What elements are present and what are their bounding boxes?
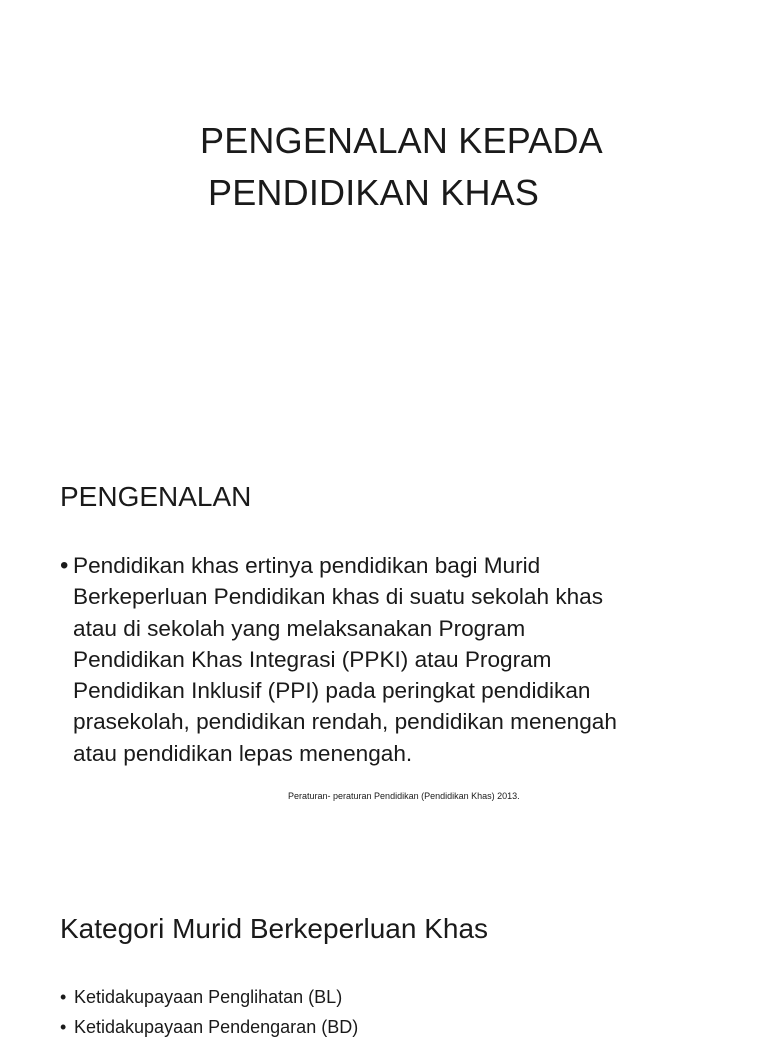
introduction-heading: PENGENALAN	[60, 481, 252, 512]
category-label: Ketidakupayaan Penglihatan (BL)	[74, 987, 343, 1007]
bullet-marker: •	[60, 552, 69, 579]
slide-title	[0, 0, 768, 432]
slide-title-line-2: PENDIDIKAN KHAS	[208, 172, 540, 213]
category-list	[60, 982, 358, 1042]
list-item	[60, 982, 358, 1012]
bullet-text-line: atau pendidikan lepas menengah.	[73, 740, 413, 766]
categories-heading: Kategori Murid Berkeperluan Khas	[60, 913, 489, 944]
bullet-text-line: prasekolah, pendidikan rendah, pendidikan menengah	[73, 709, 617, 735]
category-label: Ketidakupayaan Pendengaran (BD)	[74, 1017, 359, 1037]
bullet-text-line: Berkeperluan Pendidikan khas di suatu sekolah khas	[73, 584, 604, 610]
bullet-text-line: Pendidikan Khas Integrasi (PPKI) atau Program	[73, 646, 552, 672]
citation: Peraturan- peraturan Pendidikan (Pendidikan Khas) 2013.	[288, 791, 520, 801]
bullet-marker: •	[60, 1017, 67, 1037]
slide-introduction	[0, 432, 768, 864]
slide-title-line-1: PENGENALAN KEPADA	[200, 120, 603, 161]
bullet-marker: •	[60, 987, 67, 1007]
bullet-text-line: atau di sekolah yang melaksanakan Program	[73, 615, 526, 641]
bullet-text-line: Pendidikan khas ertinya pendidikan bagi Murid	[73, 553, 541, 578]
list-item	[60, 1012, 358, 1042]
introduction-bullet-text	[73, 550, 718, 769]
slide-categories	[0, 864, 768, 1037]
bullet-text-line: Pendidikan Inklusif (PPI) pada peringkat pendidikan	[73, 678, 591, 704]
